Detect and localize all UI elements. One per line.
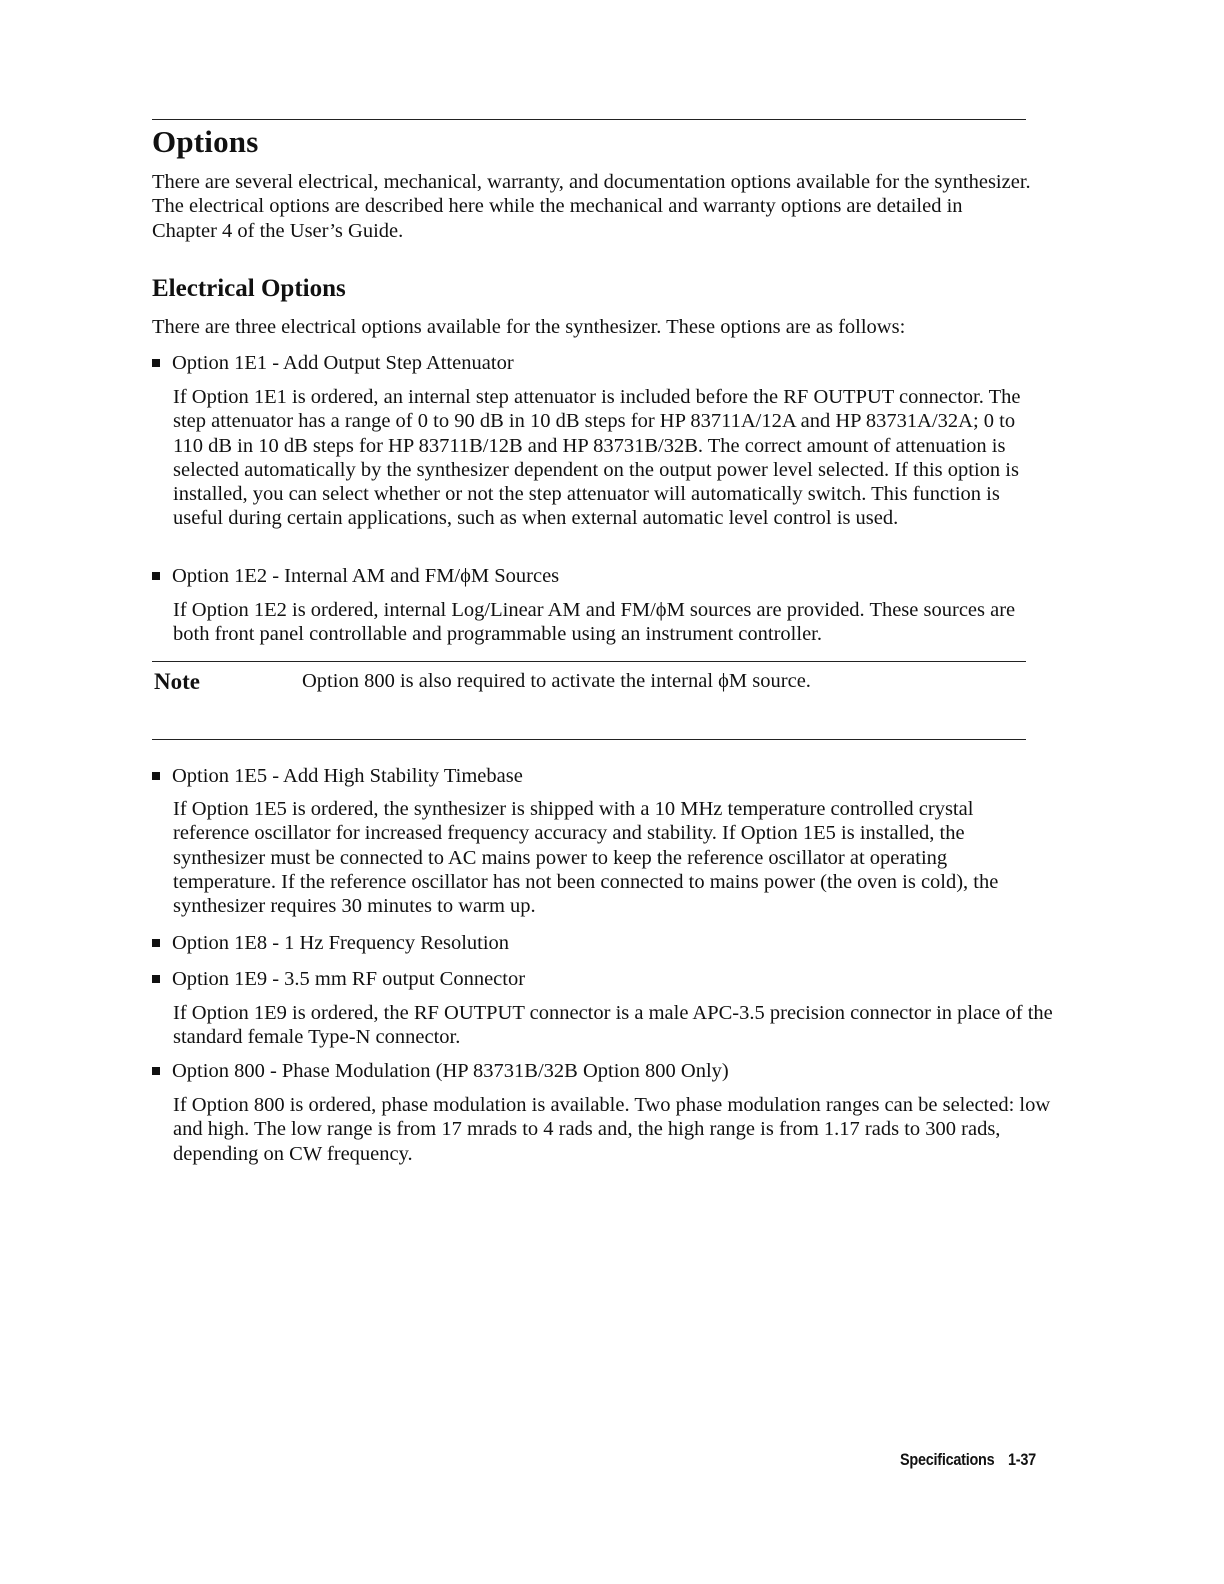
option-1e9-title: Option 1E9 - 3.5 mm RF output Connector xyxy=(172,968,526,990)
page-title: Options xyxy=(152,124,259,159)
electrical-intro: There are three electrical options available for the synthesizer. These options are as follows: xyxy=(152,316,906,338)
option-1e2-title: Option 1E2 - Internal AM and FM/ϕM Sources xyxy=(172,565,560,587)
footer-section: Specifications xyxy=(900,1450,995,1469)
option-1e1-body: If Option 1E1 is ordered, an internal step attenuator is included before the RF OUTPUT connector. The step attenuator has a range of 0 to 90 dB in 10 dB steps for HP 83711A/12A and HP 83731A/32A; 0 to 110 dB in 10 dB steps for HP 83711B/12B and HP 83731B/32B. The correct amount of attenuation is selected automatically by the synthesizer dependent on the output power level selected. If this option is installed, you can select whether or not the step attenuator will automatically switch. This function is useful during certain applications, such as when external automatic level control is used. xyxy=(173,386,1021,530)
list-item-1e2 xyxy=(152,564,559,588)
option-1e1-title: Option 1E1 - Add Output Step Attenuator xyxy=(172,352,514,374)
bullet-icon xyxy=(152,975,160,983)
list-item-800 xyxy=(152,1059,729,1083)
note-label: Note xyxy=(154,669,200,694)
bullet-icon xyxy=(152,1067,160,1075)
note-top-rule xyxy=(152,661,1026,662)
page-number: 1-37 xyxy=(1008,1450,1036,1469)
option-1e5-title: Option 1E5 - Add High Stability Timebase xyxy=(172,765,523,787)
option-1e9-body: If Option 1E9 is ordered, the RF OUTPUT connector is a male APC-3.5 precision connector in place of the standard female Type-N connector. xyxy=(173,1002,1053,1049)
note-bottom-rule xyxy=(152,739,1026,740)
option-1e8-title: Option 1E8 - 1 Hz Frequency Resolution xyxy=(172,932,510,954)
note-text: Option 800 is also required to activate the internal ϕM source. xyxy=(302,670,811,692)
bullet-icon xyxy=(152,939,160,947)
bullet-icon xyxy=(152,772,160,780)
list-item-1e1 xyxy=(152,351,514,375)
list-item-1e5 xyxy=(152,764,523,788)
bullet-icon xyxy=(152,572,160,580)
section-heading-electrical: Electrical Options xyxy=(152,275,346,302)
page-footer xyxy=(900,1450,1036,1470)
bullet-icon xyxy=(152,359,160,367)
option-800-body: If Option 800 is ordered, phase modulation is available. Two phase modulation ranges can be selected: low and high. The low range is from 17 mrads to 4 rads and, the high range is from 1.17 rads to 300 rads, depending on CW frequency. xyxy=(173,1094,1051,1165)
option-800-title: Option 800 - Phase Modulation (HP 83731B/32B Option 800 Only) xyxy=(172,1060,729,1082)
intro-paragraph: There are several electrical, mechanical, warranty, and documentation options available for the synthesizer. The electrical options are described here while the mechanical and warranty options are detailed in Chapter 4 of the User’s Guide. xyxy=(152,171,1031,242)
list-item-1e9 xyxy=(152,967,525,991)
top-rule xyxy=(152,119,1026,120)
list-item-1e8 xyxy=(152,931,509,955)
option-1e5-body: If Option 1E5 is ordered, the synthesizer is shipped with a 10 MHz temperature controlled crystal reference oscillator for increased frequency accuracy and stability. If Option 1E5 is installed, the synthesizer must be connected to AC mains power to keep the reference oscillator at operating temperature. If the reference oscillator has not been connected to mains power (the oven is cold), the synthesizer requires 30 minutes to warm up. xyxy=(173,798,999,918)
option-1e2-body: If Option 1E2 is ordered, internal Log/Linear AM and FM/ϕM sources are provided. These sources are both front panel controllable and programmable using an instrument controller. xyxy=(173,599,1016,646)
